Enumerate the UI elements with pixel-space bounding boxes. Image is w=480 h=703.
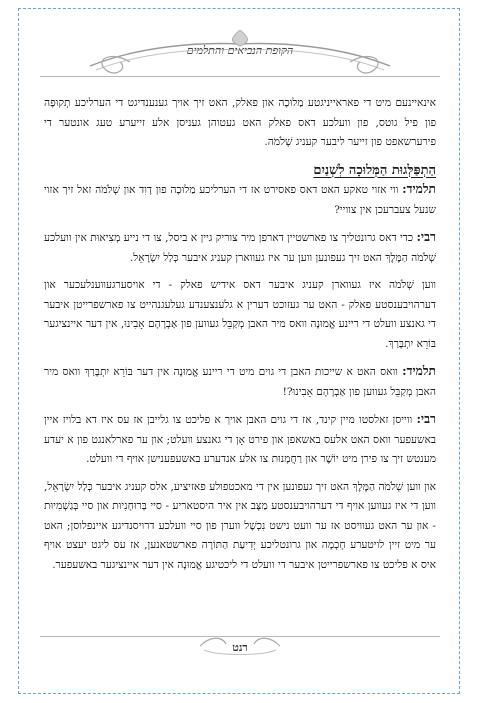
dialogue-text: וואס האט א שייכות האבן די גוים מיט די ריינע אֱמוּנָה אין דער בּוֹרֵא יִתְבָּרַךְ וואס מיר האבן מְקַבֵּל געווען פון אַבְרָהָם אָבִינוּ?! — [44, 366, 436, 398]
header-divider — [40, 76, 440, 77]
dialogue-paragraph — [44, 228, 436, 268]
dialogue-text: ווי אזוי טאקע האט דאס פאסירט אז די הערליכע מַלוּכָה פון דָוִד און שְׁלֹמֹה זאל זיך אזוי שנעל צעברעכן אין צוויי? — [44, 184, 436, 216]
intro-paragraph: אינאיינעם מיט די פאראייניגטע מַלוּכָה און פאלק, האט זיך אויך גענענדיגט די הערליכע תְקוּפָה פון פיל גוטס, פון וועלכע דאס פאלק האט געטוהן געניסן אלע זייערע טעג אונטער די פירערשאפט פון זייער ליבער קעניג שְׁלֹמֹה. — [44, 97, 436, 148]
dialogue-text: כדי דאס גרונטליך צו פארשטיין דארפן מיר צוריק גיין א ביסל, צו די נייע מְצִיאוּת אין וועלכע שְׁלֹמֹה הַמֶּלֶךְ האט זיך געפונען ווען ער איז געווארן קעניג איבער כְּלַל יִשְׂרָאֵל. — [44, 232, 436, 264]
page-number: רנט — [232, 641, 248, 654]
dialogue-paragraph — [44, 276, 436, 354]
main-text — [44, 94, 436, 583]
speaker-label: רבי: — [416, 230, 436, 244]
running-header: הקופת הנביאים והתלמים — [186, 44, 294, 57]
speaker-label: תלמיד: — [402, 364, 436, 378]
speaker-label: תלמיד: — [402, 182, 436, 196]
dialogue-paragraph — [44, 478, 436, 576]
dialogue-text: און ווען שְׁלֹמֹה הַמֶּלֶךְ האט זיך געפונען אין די מאכטפולע פאזיציע, אלס קעניג איבער כְּלַל יִשְׂרָאֵל, ווען די איז געווען אויף די דערהויבענסטע מַצָּב אין איר היסטאריע - סיי בְּרוּחָנִיוּת און סיי בְּגַשְׁמִיוּת - און ער האט געוויסט אז ער וועט נישט נִכְשָׁל ווערן פון סיי וועלכע דרויסנדיגע איינפלוסן; האט ער מיט זיין לויטערע חָכְמָה און גרונטליכע יְדִיעַת הַתּוֹרָה פארשטאנען, אז עס ליגט יעצט אויף איס א פליכט צו פארשפרייטן איבער די וועלט די ליכטיגע אֱמוּנָה אין דער איינציגער באשעפער. — [44, 480, 436, 571]
dialogue-paragraph — [44, 180, 436, 220]
dialogue-text: ווייסן זאלסטו מיין קינד, אז די גוים האבן אויך א פליכט צו גלייבן אז עס איז דא בלויז איין באשעפער וואס האט אלעס באשאפן און פירט אָן די גאנצע וועלט; און ער פארלאנגט פון א יעדע מענטש זיך צו פירן מיט יוֹשֶׁר און רַחֲמָנוּת צו אלע אנדערע באשעפענישן אויף די וועלט. — [44, 414, 436, 465]
dialogue-paragraph — [44, 410, 436, 470]
speaker-label: רבי: — [416, 412, 436, 426]
section-heading: הַתְפַּלְּגוּת הַמְּלוּכָה לִשְׁנַיִם — [313, 162, 436, 178]
dialogue-paragraph — [44, 362, 436, 402]
dialogue-text: ווען שְׁלֹמֹה איז געווארן קעניג איבער דאס אידיש פאלק - די אויסערגעווענלעכער און דערהויבענסטע פאלק - האט ער געזוכט דערין א גלענצענדע געלעגנהייט צו פארשפרייטן איבער די גאנצע וועלט די ריינע אֱמוּנָה וואס מיר האבן מְקַבֵּל געווען פון אַבְרָהָם אָבִינוּ, אין דער איינציגער בּוֹרֵא יִתְבָּרַךְ. — [44, 279, 436, 350]
